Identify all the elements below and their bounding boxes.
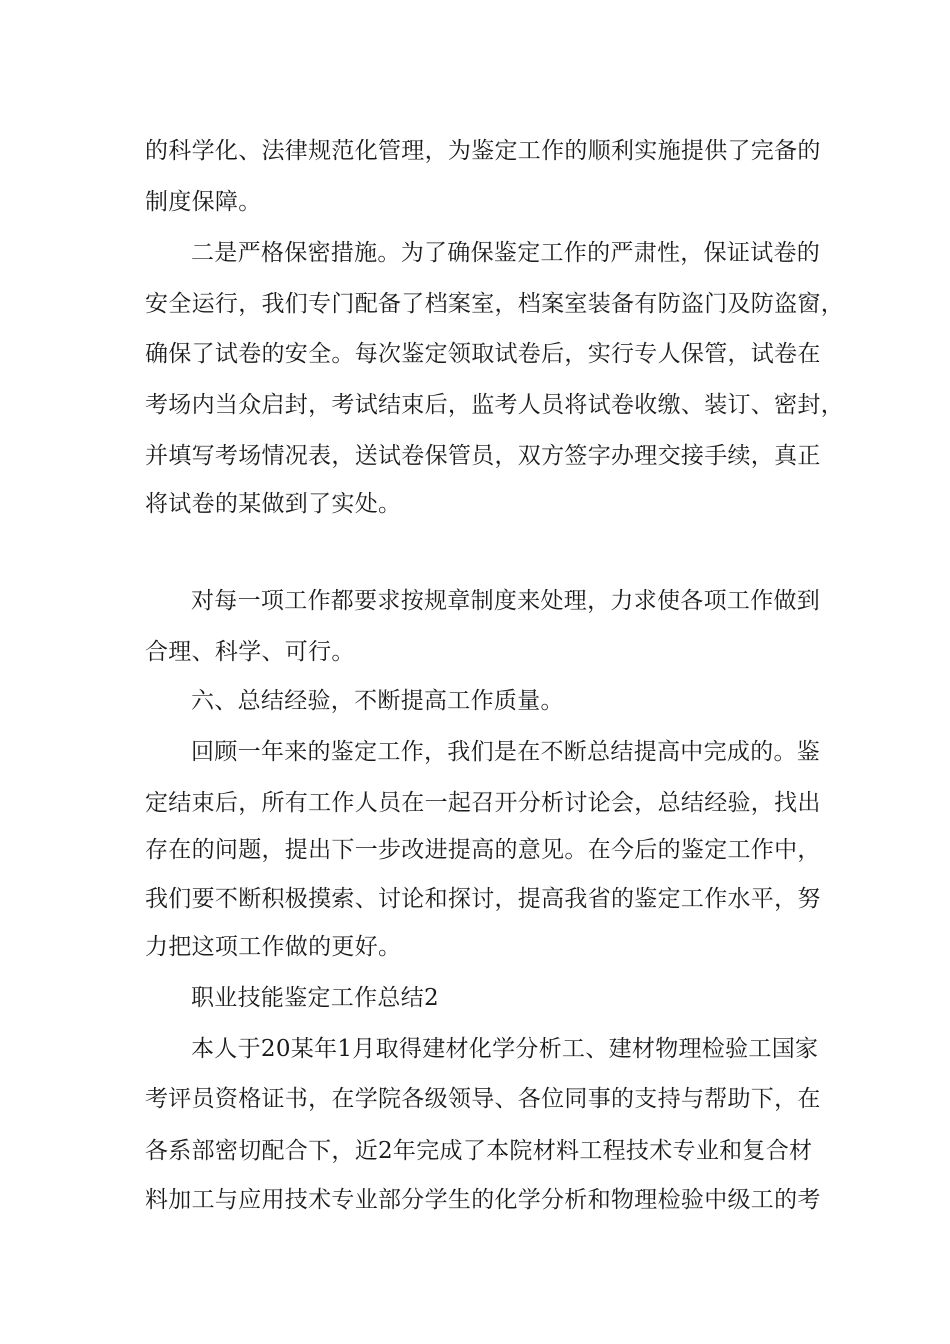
text-line: 考场内当众启封，考试结束后，监考人员将试卷收缴、装订、密封， [145, 392, 844, 418]
text-line: 制度保障。 [145, 189, 262, 215]
text-line: 安全运行，我们专门配备了档案室，档案室装备有防盗门及防盗窗， [145, 291, 844, 317]
document-title: 职业技能鉴定工作总结2 [191, 985, 439, 1011]
text-line: 合理、科学、可行。 [145, 639, 355, 665]
text-line: 考评员资格证书，在学院各级领导、各位同事的支持与帮助下，在 [145, 1086, 821, 1112]
text-line: 将试卷的某做到了实处。 [145, 491, 402, 517]
text-line: 的科学化、法律规范化管理，为鉴定工作的顺利实施提供了完备的 [145, 138, 821, 164]
paragraph-start: 二是严格保密措施。为了确保鉴定工作的严肃性，保证试卷的 [191, 240, 821, 266]
text-line: 确保了试卷的安全。每次鉴定领取试卷后，实行专人保管，试卷在 [145, 341, 821, 367]
paragraph-start: 对每一项工作都要求按规章制度来处理，力求使各项工作做到 [191, 588, 821, 614]
text-line: 各系部密切配合下，近2年完成了本院材料工程技术专业和复合材 [145, 1138, 813, 1164]
text-line: 力把这项工作做的更好。 [145, 934, 402, 960]
text-line: 并填写考场情况表，送试卷保管员，双方签字办理交接手续，真正 [145, 443, 821, 469]
text-line: 定结束后，所有工作人员在一起召开分析讨论会，总结经验，找出 [145, 790, 821, 816]
text-line: 料加工与应用技术专业部分学生的化学分析和物理检验中级工的考 [145, 1187, 821, 1213]
text-line: 我们要不断积极摸索、讨论和探讨，提高我省的鉴定工作水平，努 [145, 886, 821, 912]
section-heading: 六、总结经验，不断提高工作质量。 [191, 688, 564, 714]
paragraph-start: 本人于20某年1月取得建材化学分析工、建材物理检验工国家 [191, 1036, 819, 1062]
paragraph-start: 回顾一年来的鉴定工作，我们是在不断总结提高中完成的。鉴 [191, 739, 821, 765]
text-line: 存在的问题，提出下一步改进提高的意见。在今后的鉴定工作中， [145, 837, 821, 863]
